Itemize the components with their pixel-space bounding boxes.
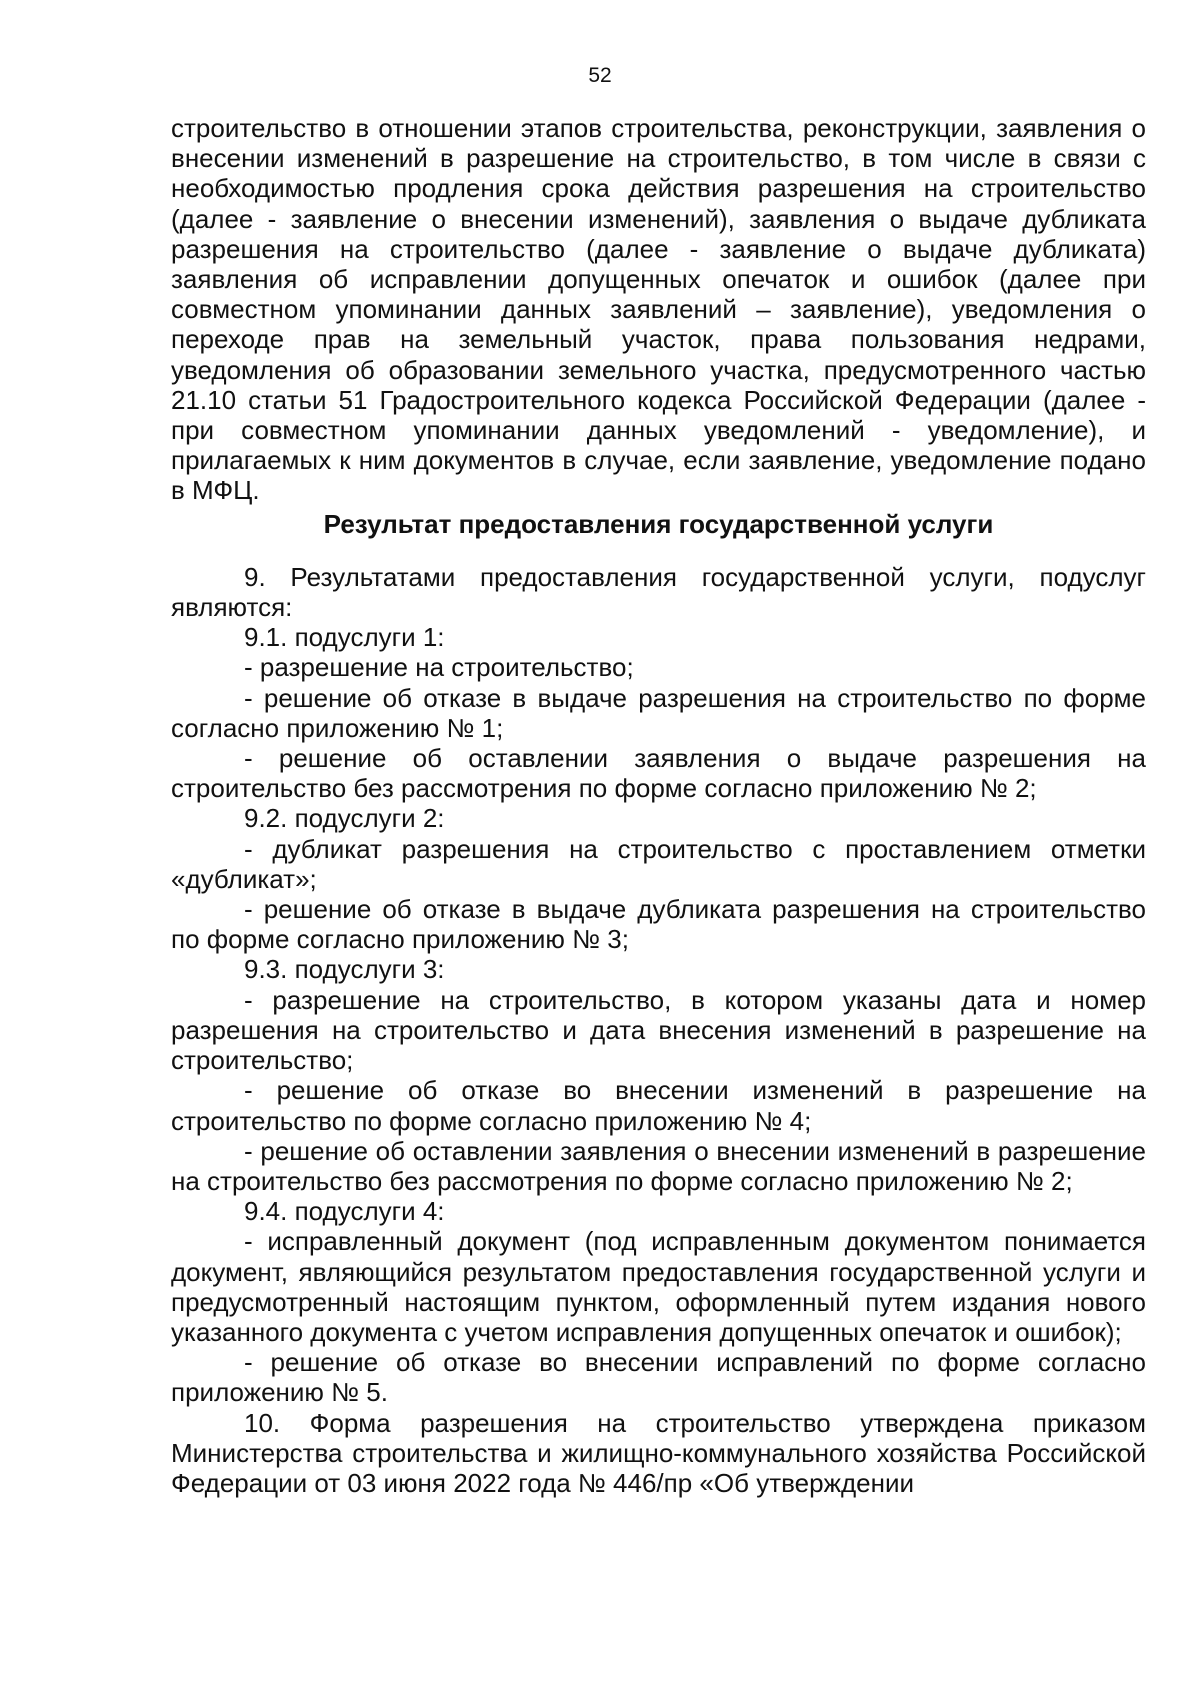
list-item: - решение об оставлении заявления о внесении изменений в разрешение на строительство без рассмотрения по форме согласно приложению № 2; (171, 1135, 1146, 1196)
list-item: - разрешение на строительство, в котором указаны дата и номер разрешения на строительство и дата внесения изменений в разрешение на строительство; (171, 984, 1146, 1076)
intro-paragraph: строительство в отношении этапов строительства, реконструкции, заявления о внесении изменений в разрешение на строительство, в том числе в связи с необходимостью продления срока действия разрешения на строительство (далее - заявление о внесении изменений), заявления о выдаче дубликата разрешения на строительство (далее - заявление о выдаче дубликата) заявления об исправлении допущенных опечаток и ошибок (далее при совместном упоминании данных заявлений – заявление), уведомления о переходе прав на земельный участок, права пользования недрами, уведомления об образовании земельного участка, предусмотренного частью 21.10 статьи 51 Градостроительного кодекса Российской Федерации (далее - при совместном упоминании данных уведомлений - уведомление), и прилагаемых к ним документов в случае, если заявление, уведомление подано в МФЦ. (171, 113, 1146, 506)
paragraph-item-10: 10. Форма разрешения на строительство утверждена приказом Министерства строительства и жилищно-коммунального хозяйства Российской Федерации от 03 июня 2022 года № 446/пр «Об утверждении (171, 1407, 1146, 1498)
list-item: - разрешение на строительство; (244, 652, 634, 683)
subsection-9-3: 9.3. подуслуги 3: (244, 954, 445, 985)
paragraph-item-9: 9. Результатами предоставления государственной услуги, подуслуг являются: (171, 561, 1146, 623)
list-item: - дубликат разрешения на строительство с проставлением отметки «дубликат»; (171, 833, 1146, 894)
list-item: - решение об отказе во внесении исправлений по форме согласно приложению № 5. (171, 1347, 1146, 1408)
list-item: - решение об отказе в выдаче разрешения на строительство по форме согласно приложению № 1; (171, 682, 1146, 743)
list-item: - решение об оставлении заявления о выдаче разрешения на строительство без рассмотрения по форме согласно приложению № 2; (171, 743, 1146, 804)
list-item: - решение об отказе в выдаче дубликата разрешения на строительство по форме согласно приложению № 3; (171, 894, 1146, 955)
subsection-9-1: 9.1. подуслуги 1: (244, 622, 445, 653)
page-number: 52 (588, 64, 612, 87)
section-heading: Результат предоставления государственной услуги (323, 508, 994, 539)
list-item: - решение об отказе во внесении изменений в разрешение на строительство по форме согласно приложению № 4; (171, 1075, 1146, 1136)
list-item: - исправленный документ (под исправленным документом понимается документ, являющийся результатом предоставления государственной услуги и предусмотренный настоящим пунктом, оформленный путем издания нового указанного документа с учетом исправления допущенных опечаток и ошибок); (171, 1226, 1146, 1347)
subsection-9-4: 9.4. подуслуги 4: (244, 1196, 445, 1227)
subsection-9-2: 9.2. подуслуги 2: (244, 803, 445, 834)
document-body (171, 113, 1146, 1498)
